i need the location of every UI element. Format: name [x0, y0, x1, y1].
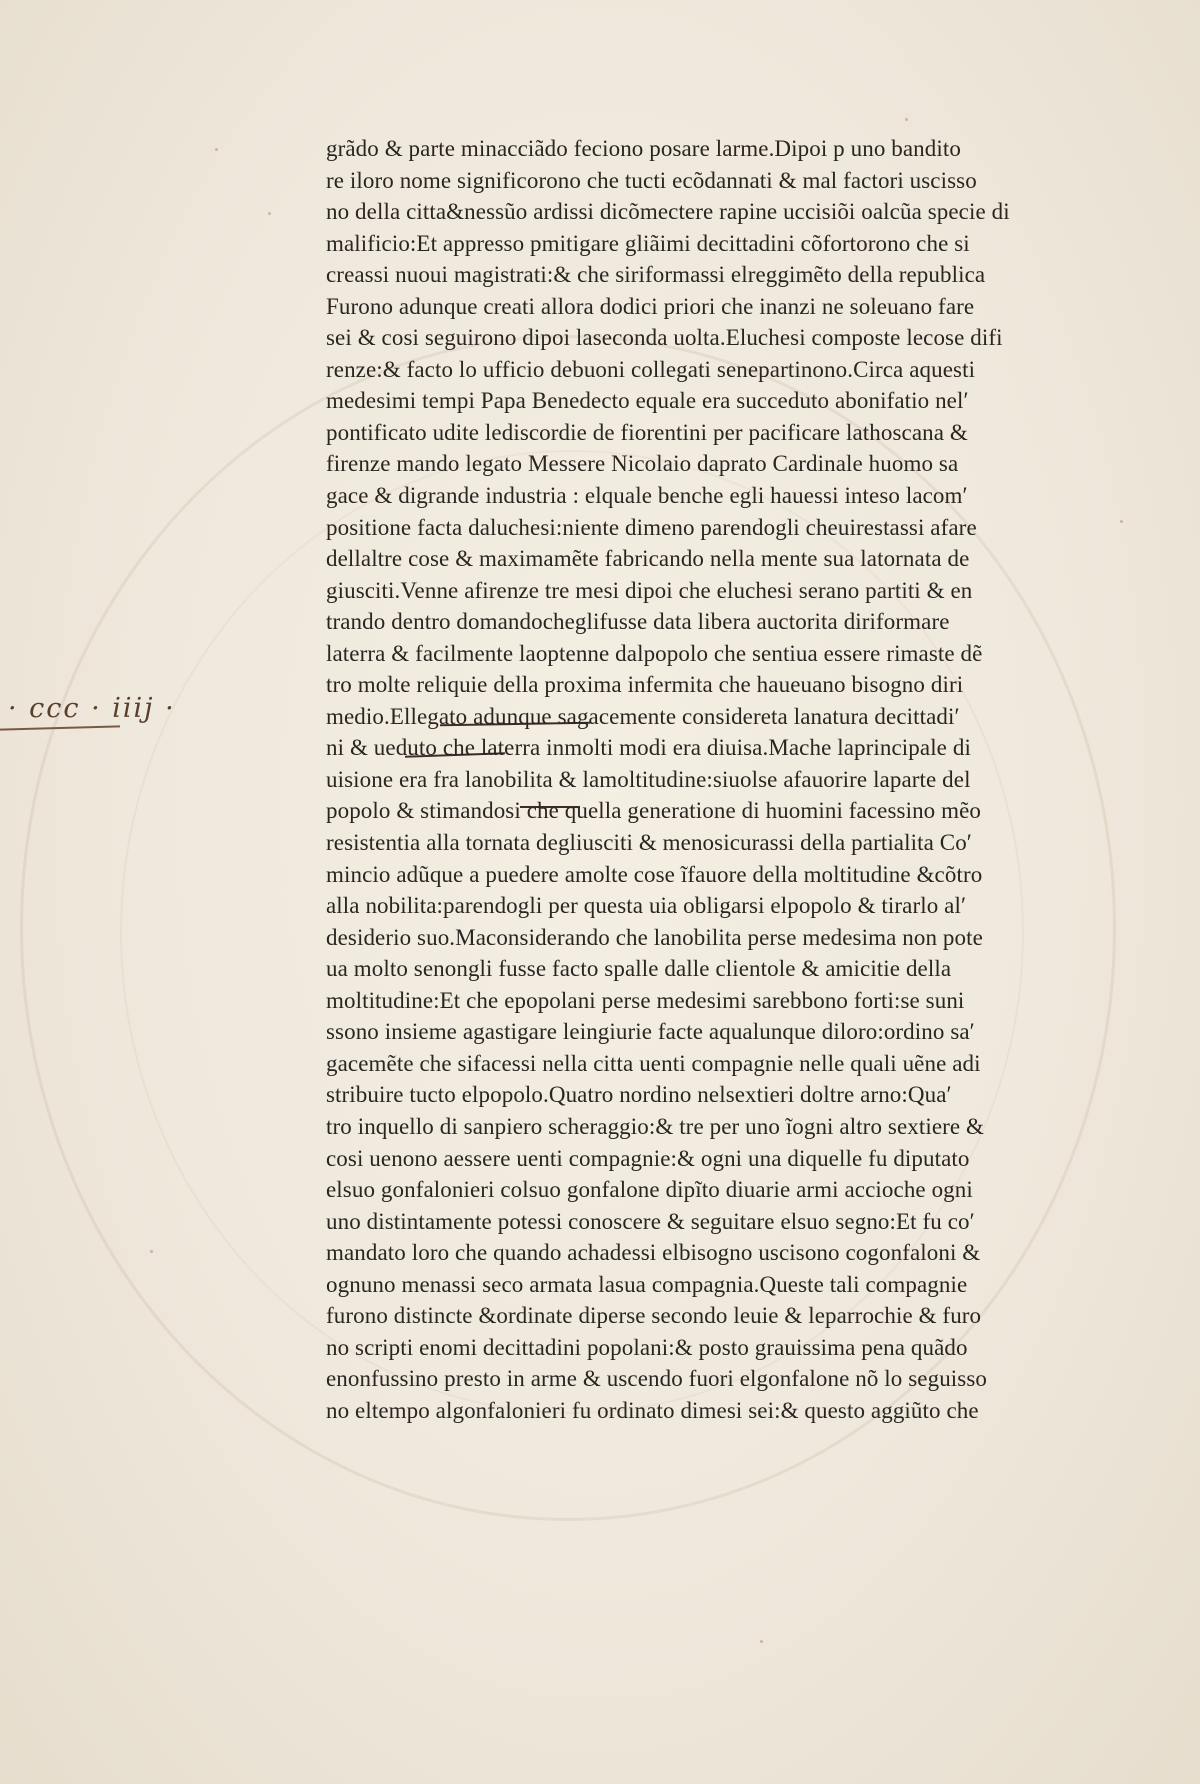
text-line: pontificato udite lediscordie de fiorentini per pacificare lathoscana & — [326, 419, 968, 445]
text-line: sei & cosi seguirono dipoi laseconda uolta.Eluchesi composte lecose difi — [326, 325, 1003, 351]
text-line: grãdo & parte minacciãdo feciono posare larme.Dipoi p uno bandito — [326, 136, 961, 161]
text-line: laterra & facilmente laoptenne dalpopolo che sentiua essere rimaste dẽ — [326, 640, 983, 666]
text-line: mincio adũque a puedere amolte cose ĩfauore della moltitudine &cõtro — [326, 861, 983, 887]
marginal-annotation: · ccc · iiij · — [8, 693, 176, 724]
paper-speck — [905, 118, 908, 121]
text-line: gace & digrande industria : elquale benche egli hauessi inteso lacom′ — [326, 483, 968, 509]
text-line: Furono adunque creati allora dodici priori che inanzi ne soleuano fare — [326, 293, 975, 319]
text-line: ni & ueduto che laterra inmolti modi era diuisa.Mache laprincipale di — [326, 735, 971, 761]
text-line: no scripti enomi decittadini popolani:& posto grauissima pena quãdo — [326, 1334, 968, 1360]
text-line: firenze mando legato Messere Nicolaio daprato Cardinale huomo sa — [326, 451, 959, 477]
paper-speck — [268, 212, 271, 215]
text-line: ua molto senongli fusse facto spalle dalle clientole & amicitie della — [326, 956, 952, 982]
text-line: creassi nuoui magistrati:& che siriformassi elreggimẽto della republica — [326, 262, 986, 288]
text-line: moltitudine:Et che epopolani perse medesimi sarebbono forti:se suni — [326, 987, 965, 1013]
text-line: trando dentro domandocheglifusse data libera auctorita diriformare — [326, 609, 950, 635]
text-line: stribuire tucto elpopolo.Quatro nordino nelsextieri doltre arno:Qua′ — [326, 1082, 952, 1108]
paper-speck — [215, 148, 218, 151]
text-line: renze:& facto lo ufficio debuoni collegati senepartinono.Circa aquesti — [326, 356, 976, 382]
text-line: gacemẽte che sifacessi nella citta uenti compagnie nelle quali uẽne adi — [326, 1050, 981, 1076]
text-line: furono distincte &ordinate diperse secondo leuie & leparrochie & furo — [326, 1303, 982, 1329]
paper-speck — [150, 1250, 153, 1253]
text-line: uisione era fra lanobilita & lamoltitudine:siuolse afauorire laparte del — [326, 766, 971, 792]
text-line: alla nobilita:parendogli per questa uia obligarsi elpopolo & tirarlo al′ — [326, 893, 967, 919]
body-text — [326, 133, 1096, 1426]
text-line: desiderio suo.Maconsiderando che lanobilita perse medesima non pote — [326, 924, 983, 950]
text-line: cosi uenono aessere uenti compagnie:& ogni una diquelle fu diputato — [326, 1145, 970, 1171]
text-line: re iloro nome significorono che tucti ecõdannati & mal factori uscisso — [326, 167, 977, 193]
text-line: ssono insieme agastigare leingiurie facte aqualunque diloro:ordino sa′ — [326, 1019, 975, 1045]
text-line: giusciti.Venne afirenze tre mesi dipoi che eluchesi serano partiti & en — [326, 577, 973, 603]
text-line: uno distintamente potessi conoscere & seguitare elsuo segno:Et fu co′ — [326, 1208, 975, 1234]
text-line: dellaltre cose & maximamẽte fabricando nella mente sua latornata de — [326, 546, 970, 572]
text-line: tro molte reliquie della proxima infermita che haueuano bisogno diri — [326, 672, 964, 698]
text-line: no eltempo algonfalonieri fu ordinato dimesi sei:& questo aggiũto che — [326, 1397, 979, 1423]
text-line: elsuo gonfalonieri colsuo gonfalone dipĩto diuarie armi accioche ogni — [326, 1177, 973, 1203]
text-line: no della citta&nessũo ardissi dicõmectere rapine uccisiõi oalcũa specie di — [326, 199, 1010, 225]
text-line: positione facta daluchesi:niente dimeno parendogli cheuirestassi afare — [326, 514, 977, 540]
text-line: mandato loro che quando achadessi elbisogno uscisono cogonfaloni & — [326, 1240, 981, 1266]
text-line: resistentia alla tornata degliusciti & menosicurassi della partialita Co′ — [326, 830, 972, 856]
text-line: medio.Ellegato adunque sagacemente considereta lanatura decittadi′ — [326, 703, 960, 729]
text-line: enonfussino presto in arme & uscendo fuori elgonfalone nõ lo seguisso — [326, 1366, 987, 1392]
text-line: medesimi tempi Papa Benedecto equale era succeduto abonifatio nel′ — [326, 388, 969, 414]
paper-speck — [760, 1640, 763, 1643]
text-line: ognuno menassi seco armata lasua compagnia.Queste tali compagnie — [326, 1271, 968, 1297]
paper-speck — [1120, 520, 1123, 523]
text-line: tro inquello di sanpiero scheraggio:& tre per uno ĩogni altro sextiere & — [326, 1113, 985, 1139]
text-line: popolo & stimandosi che quella generatione di huomini facessino mẽo — [326, 798, 982, 824]
text-line: malificio:Et appresso pmitigare gliãimi decittadini cõfortorono che si — [326, 230, 970, 256]
